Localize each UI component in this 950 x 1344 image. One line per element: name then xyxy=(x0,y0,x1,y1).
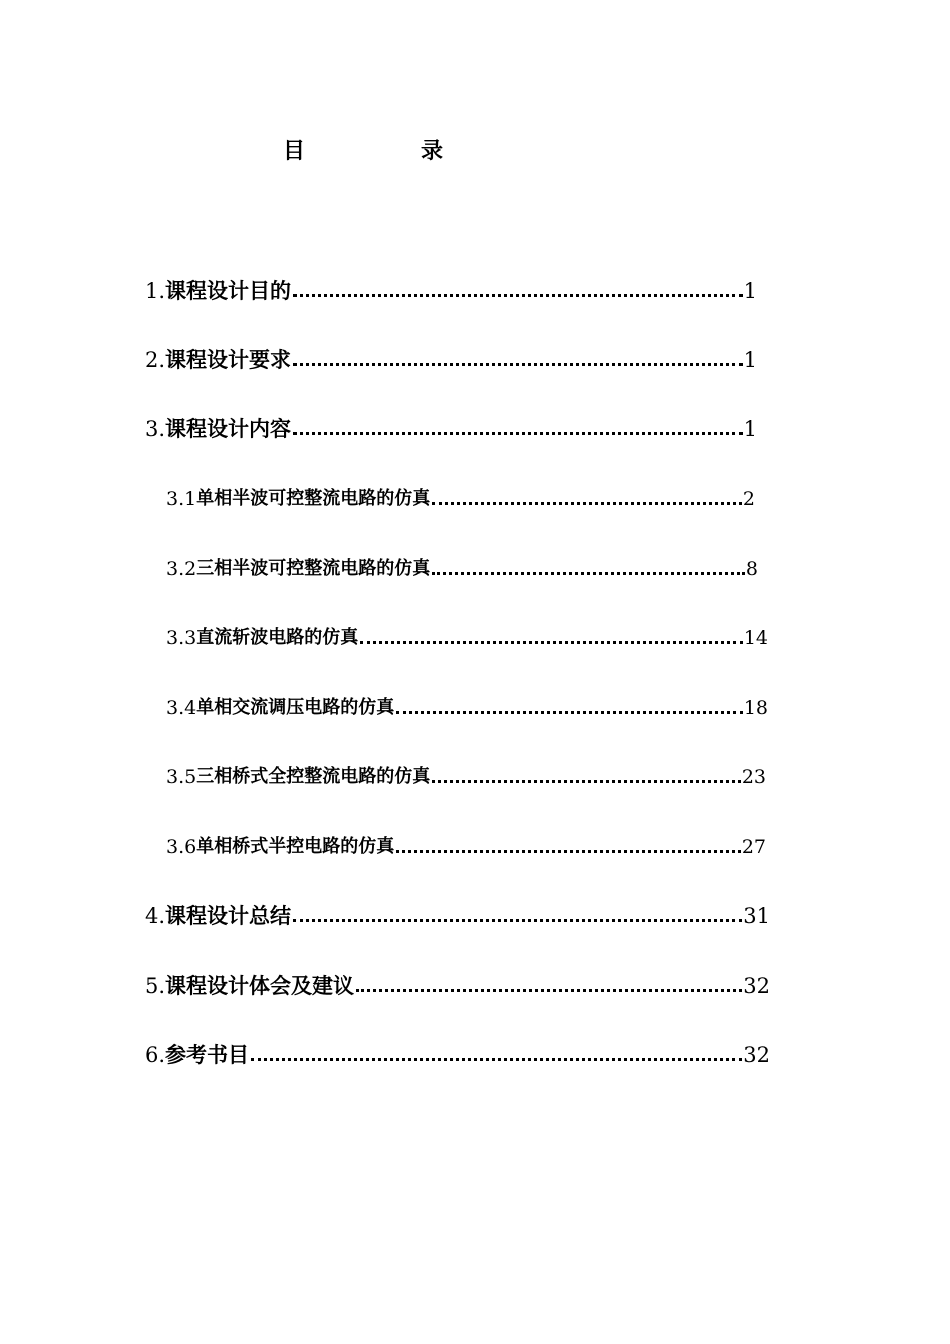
toc-entry-title: 课程设计体会及建议 xyxy=(165,974,355,998)
toc-entry-page: 31 xyxy=(743,904,770,928)
dot-leader xyxy=(356,989,742,992)
dot-leader xyxy=(293,294,743,297)
toc-entry-title: 三相半波可控整流电路的仿真 xyxy=(196,558,431,579)
toc-entry-3-4[interactable] xyxy=(166,693,768,723)
toc-entry-5[interactable] xyxy=(145,971,770,1001)
toc-entry-number: 3.1 xyxy=(166,488,197,510)
toc-title-right: 录 xyxy=(420,139,443,164)
toc-entry-title: 课程设计内容 xyxy=(165,417,292,441)
toc-entry-number: 6. xyxy=(145,1043,166,1067)
toc-entry-title: 直流斩波电路的仿真 xyxy=(196,627,359,648)
toc-entry-page: 18 xyxy=(743,697,768,719)
toc-entry-page: 1 xyxy=(743,417,757,441)
dot-leader xyxy=(360,641,743,644)
toc-entry-number: 1. xyxy=(145,279,166,303)
toc-entry-page: 23 xyxy=(741,766,766,788)
dot-leader xyxy=(432,572,745,575)
toc-title-left: 目 xyxy=(283,139,306,164)
toc-entry-page: 27 xyxy=(741,836,766,858)
toc-entry-number: 3.4 xyxy=(166,697,197,719)
toc-entry-3-3[interactable] xyxy=(166,623,768,653)
toc-entry-number: 3.3 xyxy=(166,627,197,649)
toc-entry-title: 课程设计要求 xyxy=(165,348,292,372)
dot-leader xyxy=(396,850,741,853)
dot-leader xyxy=(293,919,742,922)
toc-entry-page: 2 xyxy=(742,488,755,510)
dot-leader xyxy=(251,1058,742,1061)
toc-entry-page: 1 xyxy=(743,279,757,303)
toc-entry-title: 课程设计目的 xyxy=(165,279,292,303)
toc-entry-3-5[interactable] xyxy=(166,762,766,792)
toc-entry-2[interactable] xyxy=(145,345,757,375)
toc-entry-number: 3.6 xyxy=(166,836,197,858)
toc-entry-page: 8 xyxy=(745,558,758,580)
toc-entry-title: 三相桥式全控整流电路的仿真 xyxy=(196,766,431,787)
toc-entry-number: 3. xyxy=(145,417,166,441)
toc-entry-page: 1 xyxy=(743,348,757,372)
toc-entry-3-2[interactable] xyxy=(166,554,758,584)
toc-entry-title: 参考书目 xyxy=(165,1043,250,1067)
toc-entry-title: 单相半波可控整流电路的仿真 xyxy=(196,488,431,509)
toc-entry-page: 14 xyxy=(743,627,768,649)
dot-leader xyxy=(293,363,743,366)
toc-entry-3[interactable] xyxy=(145,414,757,444)
toc-entry-number: 5. xyxy=(145,974,166,998)
toc-entry-number: 3.2 xyxy=(166,558,197,580)
toc-entry-title: 课程设计总结 xyxy=(165,904,292,928)
toc-entry-6[interactable] xyxy=(145,1040,770,1070)
toc-entry-4[interactable] xyxy=(145,901,770,931)
toc-entry-page: 32 xyxy=(743,974,770,998)
toc-entry-number: 2. xyxy=(145,348,166,372)
toc-entry-title: 单相桥式半控电路的仿真 xyxy=(196,836,395,857)
dot-leader xyxy=(432,780,741,783)
toc-entry-number: 4. xyxy=(145,904,166,928)
toc-entry-3-6[interactable] xyxy=(166,832,766,862)
toc-entry-3-1[interactable] xyxy=(166,484,755,514)
toc-entry-number: 3.5 xyxy=(166,766,197,788)
dot-leader xyxy=(432,502,742,505)
toc-entry-1[interactable] xyxy=(145,276,757,306)
toc-entry-page: 32 xyxy=(743,1043,770,1067)
dot-leader xyxy=(396,711,743,714)
toc-entry-title: 单相交流调压电路的仿真 xyxy=(196,697,395,718)
dot-leader xyxy=(293,432,743,435)
